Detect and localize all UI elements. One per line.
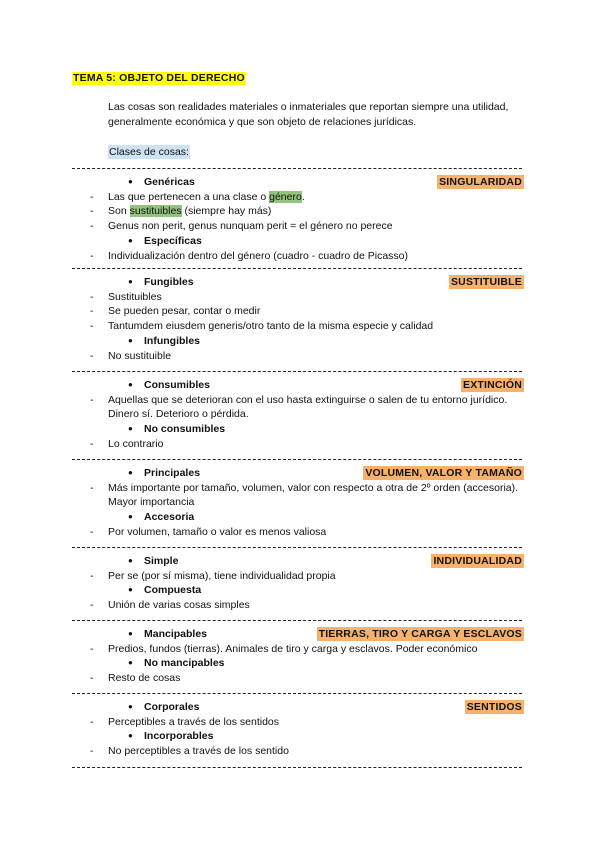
text-run: Predios, fundos (tierras). Animales de tiro y carga y esclavos. Poder económico <box>108 642 478 655</box>
dash-marker: - <box>90 715 94 728</box>
bullet-dot: ● <box>128 731 133 741</box>
bullet-item <box>72 275 524 289</box>
dash-marker: - <box>90 290 94 303</box>
text-run: Aquellas que se deterioran con el uso hasta extinguirse o salen de tu entorno jurídico. Dinero sí. Deterioro o pérdida. <box>108 393 508 420</box>
section-separator <box>72 371 522 372</box>
text-run: Genus non perit, genus nunquam perit = el género no perece <box>108 220 393 233</box>
dash-marker: - <box>90 642 94 655</box>
dash-marker: - <box>90 437 94 450</box>
bullet-label: Fungibles <box>144 276 194 288</box>
list-item-text <box>108 642 522 656</box>
dash-marker: - <box>90 305 94 318</box>
bullet-label: Genéricas <box>144 176 195 188</box>
dash-marker: - <box>90 190 94 203</box>
list-item-text <box>108 569 522 583</box>
bullet-label: Principales <box>144 467 201 479</box>
list-item <box>72 598 524 612</box>
bullet-item <box>72 627 524 641</box>
text-run: Más importante por tamaño, volumen, valor con respecto a otra de 2º orden (accesoria). Mayor importancia <box>108 481 519 508</box>
list-item-text <box>108 219 522 233</box>
bullet-label: Corporales <box>144 701 200 713</box>
text-run: Se pueden pesar, contar o medir <box>108 305 261 318</box>
text-run: No perceptibles a través de los sentido <box>108 745 289 758</box>
dash-marker: - <box>90 745 94 758</box>
dash-marker: - <box>90 249 94 262</box>
bullet-dot: ● <box>128 556 133 565</box>
bullet-label: Simple <box>144 555 179 567</box>
text-run: No sustituible <box>108 349 172 362</box>
bullet-item <box>72 378 524 392</box>
list-item <box>72 715 524 729</box>
list-item <box>72 569 524 583</box>
list-item <box>72 393 524 422</box>
list-item-text <box>108 349 522 363</box>
text-run: Tantumdem eiusdem generis/otro tanto de la misma especie y calidad <box>108 320 434 333</box>
intro-paragraph: Las cosas son realidades materiales o inmateriales que reportan siempre una utilidad, generalmente económica y que son objeto de relaciones jurídicas. <box>108 101 509 128</box>
bullet-label: Infungibles <box>144 334 200 347</box>
bullet-item <box>72 554 524 568</box>
dash-marker: - <box>90 320 94 333</box>
list-item-text <box>108 744 522 758</box>
dash-marker: - <box>90 672 94 685</box>
dash-marker: - <box>90 393 94 406</box>
text-run: Per se (por sí misma), tiene individualidad propia <box>108 569 336 582</box>
list-item <box>72 437 524 451</box>
bullet-dot: ● <box>128 277 133 286</box>
section-separator <box>72 168 522 169</box>
bullet-item <box>72 729 524 743</box>
dash-marker: - <box>90 599 94 612</box>
dash-marker: - <box>90 220 94 233</box>
text-run: Unión de varias cosas simples <box>108 599 250 612</box>
category-tag: SINGULARIDAD <box>439 176 522 188</box>
section-separator <box>72 547 522 548</box>
list-item <box>72 249 524 263</box>
list-item <box>72 349 524 363</box>
list-item <box>72 525 524 539</box>
text-run: Sustituibles <box>108 290 162 303</box>
page-title: TEMA 5: OBJETO DEL DERECHO <box>73 72 245 84</box>
clases-label: Clases de cosas: <box>109 146 189 158</box>
bullet-label: No mancipables <box>144 657 225 670</box>
list-item <box>72 744 524 758</box>
bullet-item <box>72 334 524 348</box>
section-separator <box>72 620 522 621</box>
bullet-dot: ● <box>128 585 133 595</box>
dash-marker: - <box>90 525 94 538</box>
bullet-label: Compuesta <box>144 584 202 597</box>
bullet-item <box>72 175 524 189</box>
bullet-label: Mancipables <box>144 628 208 640</box>
list-item <box>72 190 524 204</box>
list-item <box>72 219 524 233</box>
bullet-label: Consumibles <box>144 379 210 391</box>
list-item-text <box>108 319 522 333</box>
bullet-item <box>72 234 524 248</box>
bullet-dot: ● <box>128 335 133 345</box>
bullet-item <box>72 466 524 480</box>
highlighted-term: género <box>269 190 302 203</box>
dash-marker: - <box>90 205 94 218</box>
category-tag: SUSTITUIBLE <box>450 276 522 288</box>
section-separator <box>72 767 522 768</box>
bullet-label: No consumibles <box>144 423 226 436</box>
list-item-text <box>108 190 522 204</box>
bullet-item <box>72 656 524 670</box>
bullet-item <box>72 583 524 597</box>
category-tag: TIERRAS, TIRO Y CARGA Y ESCLAVOS <box>318 628 522 640</box>
section-separator <box>72 693 522 694</box>
list-item <box>72 319 524 333</box>
dash-marker: - <box>90 349 94 362</box>
text-run: Lo contrario <box>108 437 164 450</box>
text-run: Perceptibles a través de los sentidos <box>108 715 280 728</box>
bullet-dot: ● <box>128 629 133 638</box>
list-item <box>72 671 524 685</box>
category-tag: EXTINCIÓN <box>463 379 522 391</box>
text-run: (siempre hay más) <box>181 205 272 218</box>
category-tag: VOLUMEN, VALOR Y TAMAÑO <box>365 467 522 479</box>
list-item-text <box>108 715 522 729</box>
list-item <box>72 204 524 218</box>
list-item <box>72 642 524 656</box>
list-item-text <box>108 249 522 263</box>
bullet-dot: ● <box>128 380 133 389</box>
bullet-dot: ● <box>128 235 133 245</box>
bullet-label: Incorporables <box>144 730 214 743</box>
section-separator <box>72 459 522 460</box>
text-run: . <box>301 190 305 203</box>
list-item-text <box>108 204 522 218</box>
dash-marker: - <box>90 569 94 582</box>
bullet-dot: ● <box>128 702 133 711</box>
list-item <box>72 481 524 510</box>
text-run: Individualización dentro del género (cuadro - cuadro de Picasso) <box>108 249 409 262</box>
text-run: Por volumen, tamaño o valor es menos valiosa <box>108 525 327 538</box>
list-item-text <box>108 671 522 685</box>
list-item-text <box>108 481 522 509</box>
bullet-dot: ● <box>128 468 133 477</box>
list-item-text <box>108 525 522 539</box>
dash-marker: - <box>90 481 94 494</box>
list-item-text <box>108 437 522 451</box>
bullet-label: Específicas <box>144 234 202 247</box>
list-item-text <box>108 598 522 612</box>
text-run: Son <box>108 205 130 218</box>
list-item <box>72 290 524 304</box>
text-run: Resto de cosas <box>108 672 181 685</box>
bullet-label: Accesoria <box>144 511 195 524</box>
bullet-item <box>72 700 524 714</box>
bullet-dot: ● <box>128 512 133 522</box>
list-item-text <box>108 393 522 421</box>
section-separator <box>72 268 522 269</box>
category-tag: INDIVIDUALIDAD <box>433 555 522 567</box>
category-tag: SENTIDOS <box>466 701 522 713</box>
bullet-item <box>72 422 524 436</box>
bullet-dot: ● <box>128 177 133 186</box>
bullet-dot: ● <box>128 424 133 434</box>
text-run: Las que pertenecen a una clase o <box>108 190 270 203</box>
bullet-item <box>72 510 524 524</box>
bullet-dot: ● <box>128 658 133 668</box>
list-item-text <box>108 290 522 304</box>
list-item-text <box>108 304 522 318</box>
list-item <box>72 304 524 318</box>
highlighted-term: sustituibles <box>129 205 182 218</box>
